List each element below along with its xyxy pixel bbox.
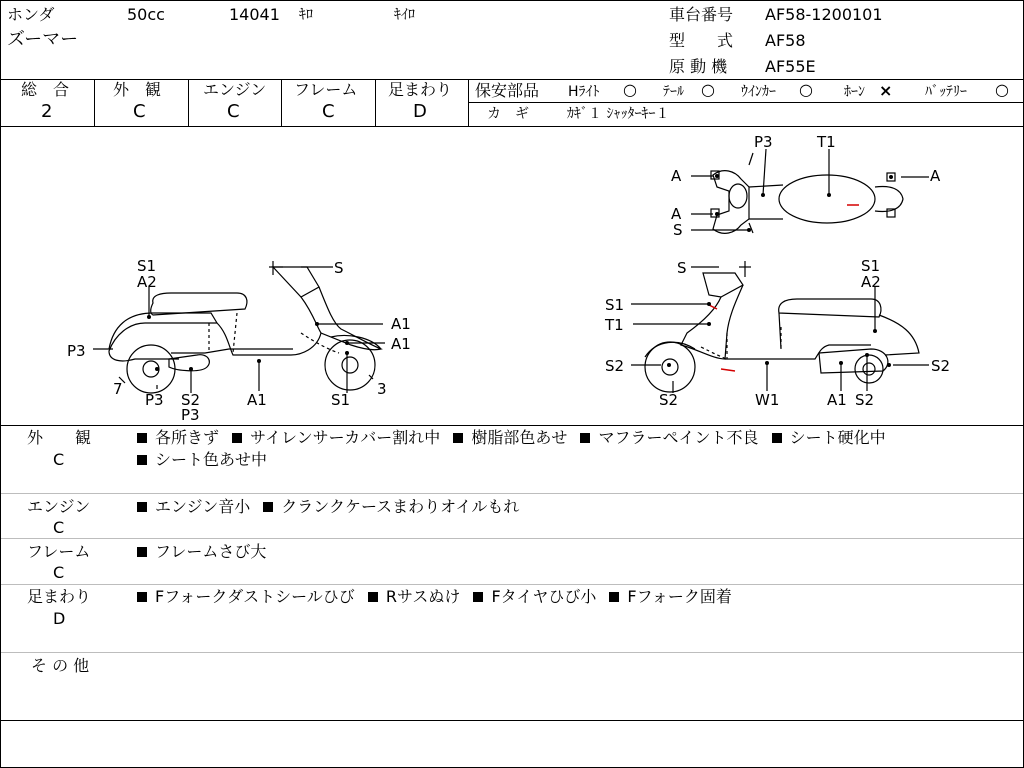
engine-grade: C	[227, 101, 240, 122]
diagram-bottom-line	[1, 425, 1023, 426]
safety-item-headlight: Hﾗｲﾄ	[568, 84, 600, 100]
col-sep	[468, 79, 469, 126]
note-label-frame: フレーム	[27, 542, 91, 561]
note-item: Fタイヤひび小	[491, 587, 597, 606]
safety-label: 保安部品	[475, 81, 540, 100]
diagram-label-a1: A1	[827, 391, 847, 409]
diagram-label-t1: T1	[605, 316, 624, 334]
diagram-label-s2: S2	[181, 391, 201, 409]
key-label: カ ギ	[487, 106, 529, 122]
note-item: シート色あせ中	[155, 450, 268, 469]
safety-item-battery: ﾊﾞｯﾃﾘｰ	[925, 84, 967, 100]
mileage-type: ｷｲﾛ	[394, 7, 415, 23]
diagram-label-p3: P3	[754, 133, 773, 151]
note-item: 各所きず	[155, 428, 220, 447]
frame-no-label: 車台番号	[669, 5, 734, 24]
type-label: 型 式	[669, 31, 734, 50]
diagram-label-s2: S2	[931, 357, 951, 375]
col-sep	[375, 79, 376, 126]
diagram-label-a1: A1	[247, 391, 267, 409]
displacement: 50cc	[127, 5, 165, 24]
diagram-label-7: 7	[113, 380, 123, 398]
diagram-label-a: A	[671, 205, 682, 223]
diagram-label-s2: S2	[605, 357, 625, 375]
diagram-label-s1: S1	[605, 296, 625, 314]
note-item: シート硬化中	[789, 428, 886, 447]
ashi-label: 足まわり	[388, 80, 453, 99]
engine-value: AF55E	[765, 57, 816, 76]
frame-grade: C	[322, 101, 335, 122]
gaikan-label: 外 観	[113, 80, 162, 99]
ashi-grade: D	[413, 101, 427, 122]
note-grade-ashi: D	[53, 609, 66, 628]
diagram-label-s1: S1	[331, 391, 351, 409]
note-line-frame	[137, 541, 266, 563]
type-value: AF58	[765, 31, 806, 50]
diagram-label-a2: A2	[861, 273, 881, 291]
note-label-gaikan: 外 観	[27, 428, 92, 447]
diagram-label-s: S	[334, 259, 344, 277]
note-item: サイレンサーカバー割れ中	[250, 428, 441, 447]
note-line-ashi	[137, 586, 732, 608]
gaikan-grade: C	[133, 101, 146, 122]
frame-grade-label: フレーム	[294, 80, 358, 99]
diagram-label-a1: A1	[391, 315, 411, 333]
safety-mark-tail: ○	[701, 80, 715, 99]
model-name: ズーマー	[7, 29, 79, 50]
diagram-label-s: S	[677, 259, 687, 277]
col-sep	[188, 79, 189, 126]
safety-mark-headlight: ○	[623, 80, 637, 99]
safety-mark-battery: ○	[995, 80, 1009, 99]
frame-no: AF58-1200101	[765, 5, 883, 24]
safety-divider	[468, 102, 1023, 103]
diagram-label-p3: P3	[181, 406, 200, 424]
safety-item-tail: ﾃｰﾙ	[663, 84, 684, 100]
section-divider	[1, 652, 1023, 653]
note-grade-frame: C	[53, 563, 65, 582]
section-divider-bottom	[1, 720, 1023, 721]
note-item: 樹脂部色あせ	[471, 428, 568, 447]
note-label-engine: エンジン	[27, 497, 91, 516]
note-item: Rサスぬけ	[385, 587, 461, 606]
diagram-label-a: A	[671, 167, 682, 185]
note-label-sonota: そ の 他	[31, 656, 90, 675]
diagram-label-p3: P3	[145, 391, 164, 409]
section-divider	[1, 584, 1023, 585]
section-divider	[1, 493, 1023, 494]
note-item: エンジン音小	[155, 497, 251, 516]
diagram-label-w1: W1	[755, 391, 780, 409]
note-grade-engine: C	[53, 518, 65, 537]
section-divider	[1, 538, 1023, 539]
diagram-label-s2: S2	[855, 391, 875, 409]
sogo-grade: 2	[41, 101, 53, 122]
note-grade-gaikan: C	[53, 450, 65, 469]
diagram-label-3: 3	[377, 380, 387, 398]
diagram-label-a1: A1	[391, 335, 411, 353]
diagram-label-s: S	[673, 221, 683, 239]
diagram-label-s2: S2	[659, 391, 679, 409]
note-line-gaikan-1	[137, 427, 886, 449]
note-item: Fフォークダストシールひび	[155, 587, 355, 606]
note-label-ashi: 足まわり	[27, 587, 92, 606]
col-sep	[281, 79, 282, 126]
scooter-diagram	[1, 127, 1023, 425]
safety-mark-horn: ×	[879, 81, 893, 100]
col-sep	[94, 79, 95, 126]
diagram-label-t1: T1	[817, 133, 836, 151]
diagram-label-p3: P3	[67, 342, 86, 360]
engine-label: 原 動 機	[669, 57, 728, 76]
safety-mark-winker: ○	[799, 80, 813, 99]
top-view	[691, 149, 929, 233]
diagram-label-s1: S1	[137, 257, 157, 275]
engine-grade-label: エンジン	[203, 80, 267, 99]
note-item: Fフォーク固着	[627, 587, 732, 606]
diagram-label-a2: A2	[137, 273, 157, 291]
safety-item-winker: ｳｲﾝｶｰ	[741, 84, 776, 100]
note-item: クランクケースまわりオイルもれ	[281, 497, 520, 516]
note-line-engine	[137, 496, 519, 518]
note-item: フレームさび大	[155, 542, 267, 561]
safety-item-horn: ﾎｰﾝ	[844, 84, 865, 100]
mileage-unit: ｷﾛ	[299, 7, 313, 23]
key-value: ｶｷﾞ１ ｼｬｯﾀｰｷｰ１	[567, 106, 670, 122]
maker: ホンダ	[7, 5, 55, 24]
mileage: 14041	[229, 5, 280, 24]
sogo-label: 総 合	[21, 80, 70, 99]
note-item: マフラーペイント不良	[598, 428, 759, 447]
diagram-label-a: A	[930, 167, 941, 185]
diagram-label-s1: S1	[861, 257, 881, 275]
right-side-view	[631, 261, 929, 393]
note-line-gaikan-2	[137, 449, 267, 471]
